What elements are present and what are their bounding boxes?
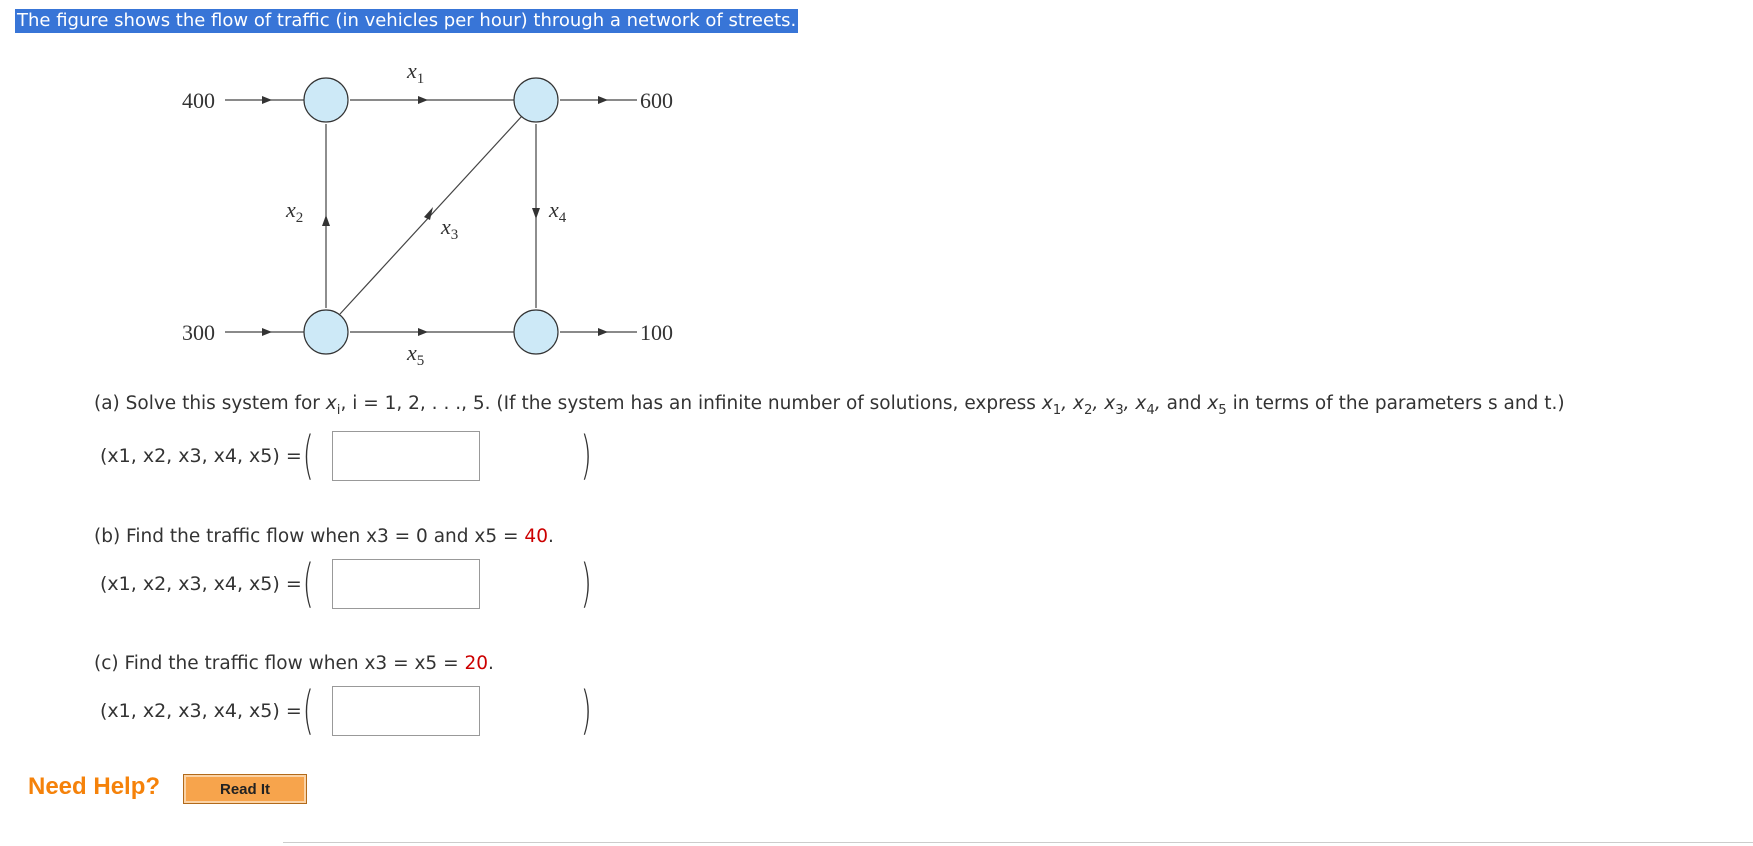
right-paren: ) [580,426,592,486]
answer-a-label: (x1, x2, x3, x4, x5) = [100,445,302,467]
label-x3: $x_3$ [441,214,459,243]
question-b-prefix: (b) Find the traffic flow when [94,526,361,547]
arrow-out-top [598,96,608,104]
answer-a-input[interactable] [332,431,480,481]
node-bottom-left [304,310,348,354]
label-x1: $x_1$ [407,58,425,87]
question-c-cond: x3 = x5 = [364,653,459,674]
arrow-in-bottom [262,328,272,336]
question-a: (a) Solve this system for $x_i$, i = 1, 2, . . ., 5. (If the system has an infinite number of solutions, express $x_1$, $x_2$, $x_3$, $x_4$, and $x_5$ in terms of the parameters s and t.) [94,393,1565,418]
node-top-left [304,78,348,122]
question-b: (b) Find the traffic flow when x3 = 0 and x5 = 40. [94,526,554,547]
node-bottom-right [514,310,558,354]
question-a-prefix: (a) Solve this system for [94,393,320,414]
arrow-x1 [418,96,428,104]
road-diagonal [340,116,522,314]
question-c: (c) Find the traffic flow when x3 = x5 = 20. [94,653,494,674]
arrow-x5 [418,328,428,336]
left-paren: ( [302,554,314,614]
divider [283,842,1753,843]
arrow-out-bottom [598,328,608,336]
question-c-value: 20 [464,653,489,674]
right-paren: ) [580,554,592,614]
label-out-bottom: 100 [640,320,673,345]
question-a-suffix: in terms of the parameters s and t.) [1232,393,1565,414]
answer-c-label: (x1, x2, x3, x4, x5) = [100,700,302,722]
arrow-in-top [262,96,272,104]
arrow-x4 [532,208,540,219]
label-in-top: 400 [182,88,215,113]
label-x4: $x_4$ [549,197,567,226]
question-a-middle: , i = 1, 2, . . ., 5. (If the system has an infinite number of solutions, express [340,393,1036,414]
label-x5: $x_5$ [407,340,425,369]
label-in-bottom: 300 [182,320,215,345]
need-help-label: Need Help? [28,773,161,800]
intro-text: The figure shows the flow of traffic (in vehicles per hour) through a network of streets. [17,10,797,31]
answer-b-input[interactable] [332,559,480,609]
question-c-prefix: (c) Find the traffic flow when [94,653,359,674]
question-b-and: and [433,526,469,547]
left-paren: ( [302,681,314,741]
read-it-button[interactable]: Read It [183,774,307,804]
label-x2: $x_2$ [286,197,304,226]
question-b-value: 40 [524,526,548,547]
question-b-cond1: x3 = 0 [366,526,428,547]
label-out-top: 600 [640,88,673,113]
left-paren: ( [302,426,314,486]
node-top-right [514,78,558,122]
right-paren: ) [580,681,592,741]
traffic-network-figure [0,0,1753,420]
answer-c-input[interactable] [332,686,480,736]
arrow-x3 [424,207,433,220]
question-b-cond2: x5 = [474,526,519,547]
arrow-x2 [322,215,330,226]
answer-b-label: (x1, x2, x3, x4, x5) = [100,573,302,595]
